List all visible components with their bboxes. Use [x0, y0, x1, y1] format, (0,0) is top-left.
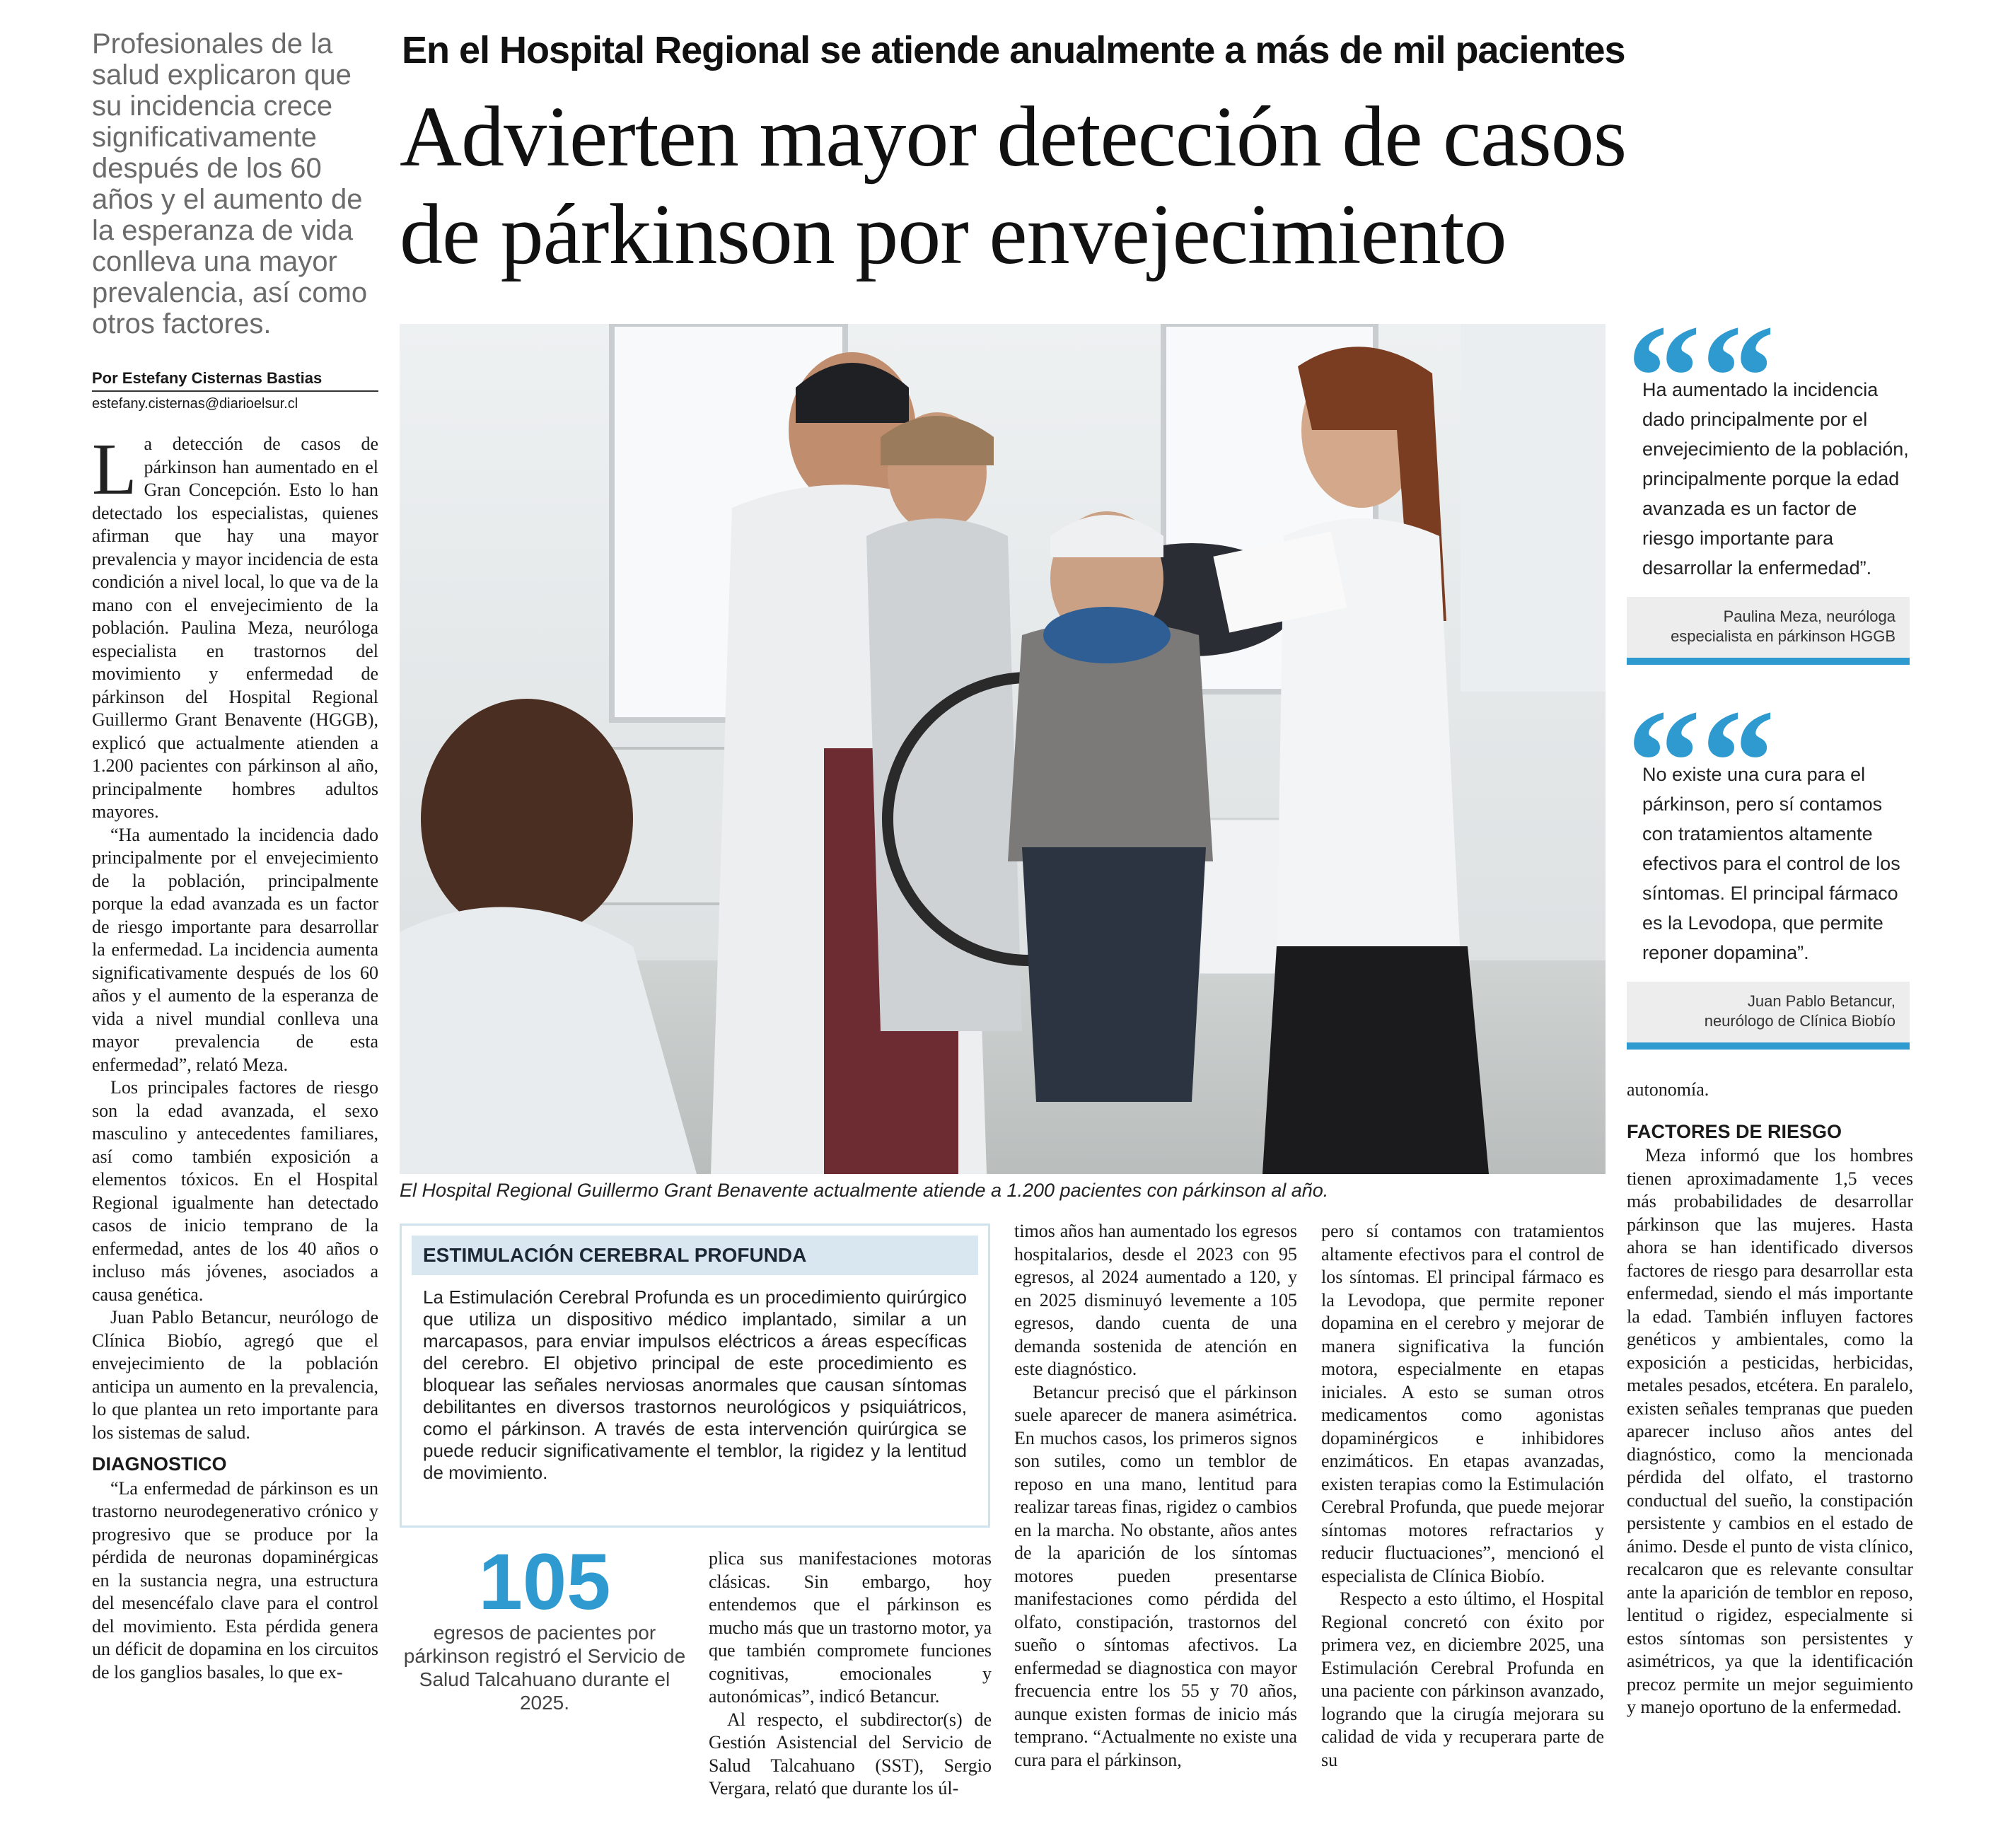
paragraph: Respecto a esto último, el Hospital Regional concretó con éxito por primera vez, en diciembre 2025, una Estimulación Cerebral Profunda en una paciente con párkinson avanzado, logrando que la cirugía mejorara su calidad de vida y recuperara parte de su — [1321, 1588, 1604, 1770]
column-3 — [1014, 1220, 1297, 1772]
paragraph: La detección de casos de párkinson han aumentado en el Gran Concepción. Esto lo han detectado los especialistas, quienes afirman que hay una mayor prevalencia y mayor incidencia de esta condición a nivel local, lo que va de la mano con el envejecimiento de la población. Paulina Meza, neuróloga especialista en trastornos del movimiento y enfermedad de párkinson del Hospital Regional Guillermo Grant Benavente (HGGB), explicó que actualmente atienden a 1.200 pacientes con párkinson al año, principalmente hombres adultos mayores. — [92, 429, 378, 822]
info-box-title: ESTIMULACIÓN CEREBRAL PROFUNDA — [412, 1236, 978, 1275]
stat-number: 105 — [478, 1538, 611, 1626]
paragraph: timos años han aumentado los egresos hospitalarios, desde el 2023 con 95 egresos, al 2024 aumentado a 120, y en 2025 disminuyó levemente a 105 egresos, dando cuenta de una demanda sostenida de atención en este diagnóstico. — [1014, 1221, 1297, 1379]
quote-text: No existe una cura para el párkinson, pero sí contamos con tratamientos altamente efectivos para el control de los síntomas. El principal fármaco es la Levodopa, que permite reponer dopamina”. — [1642, 764, 1900, 963]
hospital-photo — [400, 324, 1606, 1174]
byline — [92, 369, 378, 412]
pull-quote-1 — [1627, 324, 1910, 665]
article-kicker: En el Hospital Regional se atiende anualmente a más de mil pacientes — [402, 29, 1625, 71]
stat-label: egresos de pacientes por párkinson registró el Servicio de Salud Talcahuano durante el 2025. — [403, 1622, 686, 1714]
column-2 — [709, 1547, 992, 1801]
paragraph: Los principales factores de riesgo son la edad avanzada, el sexo masculino y antecedentes familiares, así como también exposición a elementos tóxicos. En el Hospital Regional igualmente han detectado casos de inicio temprano de la enfermedad, antes de los 40 años o incluso más jóvenes, asociados a causa genética. — [92, 1077, 378, 1305]
headline-line-1: Advierten mayor detección de casos — [400, 89, 1627, 185]
paragraph: pero sí contamos con tratamientos altamente efectivos para el control de los síntomas. El principal fármaco es la Levodopa, que permite reponer dopamina en el cerebro y mejorar de manera significativa la función motora, especialmente en etapas iniciales. A esto se suman otros medicamentos como agonistas dopaminérgicos e inhibidores enzimáticos. En etapas avanzadas, existen terapias como la Estimulación Cerebral Profunda, que puede mejorar síntomas motores refractarios y reducir fluctuaciones”, mencionó el especialista de Clínica Biobío. — [1321, 1221, 1604, 1586]
quote-source: Juan Pablo Betancur, neurólogo de Clínica Biobío — [1627, 982, 1910, 1050]
headline-line-2: de párkinson por envejecimiento — [400, 187, 1506, 282]
article-headline — [400, 88, 1977, 284]
byline-email[interactable]: estefany.cisternas@diarioelsur.cl — [92, 396, 298, 412]
paragraph: Betancur precisó que el párkinson suele aparecer de manera asimétrica. En muchos casos, los primeros signos son sutiles, como un temblor de reposo en una mano, lentitud para realizar tareas finas, rigidez o cambios en la marcha. No obstante, años antes de la aparición de los síntomas motores pueden presentarse manifestaciones como pérdida del olfato, constipación, trastornos del sueño o síntomas afectivos. La enfermedad se diagnostica con mayor frecuencia entre los 55 y 70 años, aunque existen formas de inicio más temprano. “Actualmente no existe una cura para el párkinson, — [1014, 1381, 1297, 1770]
byline-author: Por Estefany Cisternas Bastias — [92, 369, 378, 392]
info-box — [400, 1224, 990, 1528]
paragraph: Meza informó que los hombres tienen aproximadamente 1,5 veces más probabilidades de desarrollar párkinson que las mujeres. Hasta ahora se han identificado diversos factores de riesgo para desarrollar esta enfermedad, siendo el más importante la edad. También influyen factores genéticos y ambientales, como la exposición a pesticidas, herbicidas, metales pesados, etcétera. En paralelo, existen señales tempranas que pueden aparecer incluso años antes del diagnóstico, como la mencionada pérdida del olfato, el trastorno conductual del sueño, la constipación persistente y cambios en el estado de ánimo. Desde el punto de vista clínico, recalcaron que es relevante consultar ante la aparición de temblor en reposo, lentitud o rigidez, especialmente si estos síntomas son persistentes y asimétricos, ya que la identificación precoz permite un mejor seguimiento y manejo oportuno de la enfermedad. — [1627, 1145, 1913, 1717]
info-box-body: La Estimulación Cerebral Profunda es un procedimiento quirúrgico que utiliza un dispositivo médico implantado, similar a un marcapasos, para enviar impulsos eléctricos a áreas específicas del cerebro. El objetivo principal de este procedimiento es bloquear las señales nerviosas anormales que causan síntomas debilitantes en diversos trastornos neurológicos y psiquiátricos, como el párkinson. A través de esta intervención quirúrgica se puede reducir significativamente el temblor, la rigidez y la lentitud de movimiento. — [423, 1286, 967, 1483]
paragraph: Juan Pablo Betancur, neurólogo de Clínica Biobío, agregó que el envejecimiento de la población anticipa un aumento en la prevalencia, lo que plantea un reto importante para los sistemas de salud. — [92, 1307, 378, 1443]
paragraph: “La enfermedad de párkinson es un trastorno neurodegenerativo crónico y progresivo que se produce por la pérdida de neuronas dopaminérgicas en la sustancia negra, una estructura del mesencéfalo clave para el control del movimiento. Esta pérdida genera un déficit de dopamina en los circuitos de los ganglios basales, lo que ex- — [92, 1477, 378, 1683]
photo-caption: El Hospital Regional Guillermo Grant Benavente actualmente atiende a 1.200 pacientes con párkinson al año. — [400, 1180, 1329, 1201]
paragraph: autonomía. — [1627, 1079, 1709, 1100]
column-1 — [92, 429, 378, 1684]
subhead-factores: FACTORES DE RIESGO — [1627, 1120, 1842, 1142]
subhead-diagnostico: DIAGNOSTICO — [92, 1453, 227, 1475]
paragraph: Al respecto, el subdirector(s) de Gestión Asistencial del Servicio de Salud Talcahuano (SST), Sergio Vergara, relató que durante los úl- — [709, 1709, 992, 1798]
column-5 — [1627, 1079, 1913, 1719]
quote-source: Paulina Meza, neuróloga especialista en párkinson HGGB — [1627, 597, 1910, 665]
quote-text: Ha aumentado la incidencia dado principalmente por el envejecimiento de la población, principalmente porque la edad avanzada es un factor de riesgo importante para desarrollar la enfermedad”. — [1642, 379, 1909, 579]
article-lead: Profesionales de la salud explicaron que su incidencia crece significativamente después de los 60 años y el aumento de la esperanza de vida conlleva una mayor prevalencia, así como otros factores. — [92, 28, 368, 339]
photo-illustration — [400, 324, 1606, 1174]
paragraph: “Ha aumentado la incidencia dado principalmente por el envejecimiento de la población, principalmente porque la edad avanzada es un factor de riesgo importante para desarrollar la enfermedad. La incidencia aumenta significativamente después de los 60 años y el aumento de la esperanza de vida a nivel mundial conlleva una mayor prevalencia de esta enfermedad”, relató Meza. — [92, 824, 378, 1075]
paragraph: plica sus manifestaciones motoras clásicas. Sin embargo, hoy entendemos que el párkinson es mucho más que un trastorno motor, ya que también compromete funciones cognitivas, emocionales y autonómicas”, indicó Betancur. — [709, 1548, 992, 1707]
pull-quote-2 — [1627, 709, 1910, 1050]
stat-callout — [403, 1538, 686, 1714]
column-4 — [1321, 1220, 1604, 1772]
drop-cap: L — [92, 429, 137, 510]
